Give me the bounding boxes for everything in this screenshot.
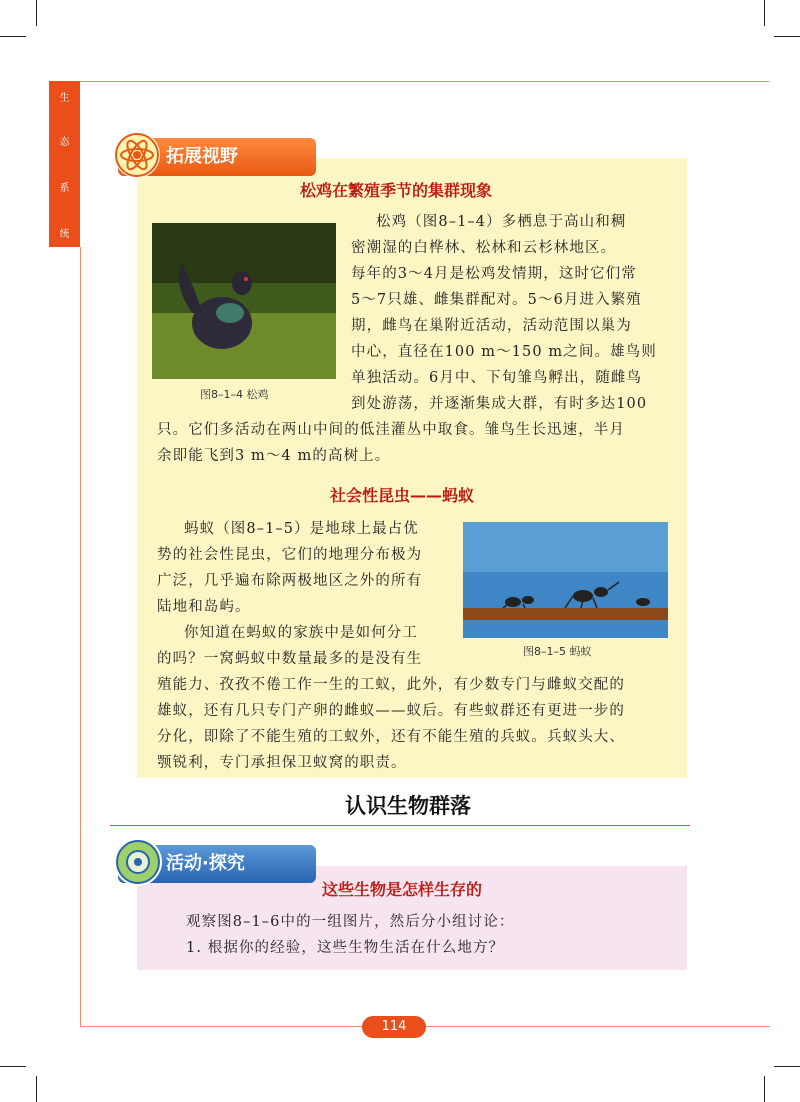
text-line: 殖能力、孜孜不倦工作一生的工蚁，此外，有少数专门与雌蚁交配的 (157, 677, 625, 693)
crop-mark (36, 0, 37, 26)
section-title: 认识生物群落 (345, 794, 471, 818)
chapter-tab-char: 态 (59, 137, 70, 148)
page-number: 114 (362, 1016, 426, 1038)
text-line: 每年的3～4月是松鸡发情期，这时它们常 (351, 266, 637, 282)
crop-mark (764, 1076, 765, 1102)
text-line: 广泛，几乎遍布除两极地区之外的所有 (157, 573, 423, 589)
activity-badge: 活动·探究 (118, 845, 316, 883)
atom-icon (112, 130, 162, 180)
text-line: 你知道在蚂蚁的家族中是如何分工 (184, 625, 418, 641)
text-line: 1. 根据你的经验，这些生物生活在什么地方？ (186, 940, 505, 956)
text-line: 中心，直径在100 m～150 m之间。雄鸟则 (351, 344, 657, 360)
text-line: 5～7只雄、雌集群配对。5～6月进入繁殖 (351, 292, 642, 308)
crop-mark (774, 36, 800, 37)
crop-mark (774, 1066, 800, 1067)
chapter-tab-char: 系 (59, 183, 70, 194)
crop-mark (764, 0, 765, 26)
text-line: 分化，即除了不能生殖的工蚁外，还有不能生殖的兵蚁。兵蚁头大、 (157, 729, 625, 745)
article-title-grouse: 松鸡在繁殖季节的集群现象 (300, 181, 493, 200)
text-line: 雄蚁，还有几只专门产卵的雌蚁——蚁后。有些蚁群还有更进一步的 (157, 703, 625, 719)
chapter-tab (49, 81, 80, 247)
text-line: 颚锐利，专门承担保卫蚁窝的职责。 (157, 755, 407, 771)
top-rule (80, 81, 769, 82)
extension-badge: 拓展视野 (118, 138, 316, 176)
activity-icon (112, 836, 164, 888)
text-line: 陆地和岛屿。 (157, 599, 251, 615)
ant-caption: 图8–1–5 蚂蚁 (523, 645, 592, 658)
grouse-photo (152, 223, 336, 379)
section-rule (110, 825, 690, 826)
text-line: 单独活动。6月中、下旬雏鸟孵出，随雌鸟 (351, 370, 643, 386)
text-line: 势的社会性昆虫，它们的地理分布极为 (157, 547, 423, 563)
grouse-caption: 图8–1–4 松鸡 (200, 388, 269, 401)
text-line: 只。它们多活动在两山中间的低洼灌丛中取食。雏鸟生长迅速，半月 (157, 422, 625, 438)
text-line: 松鸡（图8–1–4）多栖息于高山和稠 (376, 214, 627, 230)
ant-photo (463, 522, 668, 638)
article-title-ants: 社会性昆虫——蚂蚁 (330, 486, 475, 505)
crop-mark (0, 36, 26, 37)
text-line: 观察图8–1–6中的一组图片，然后分小组讨论： (186, 914, 515, 930)
left-rule (80, 247, 81, 1027)
chapter-tab-char: 生 (59, 93, 70, 104)
crop-mark (0, 1066, 26, 1067)
activity-title: 这些生物是怎样生存的 (322, 880, 483, 899)
chapter-tab-char: 统 (59, 229, 70, 240)
text-line: 余即能飞到3 m～4 m的高树上。 (157, 448, 391, 464)
text-line: 的吗？一窝蚂蚁中数量最多的是没有生 (157, 651, 423, 667)
text-line: 蚂蚁（图8–1–5）是地球上最占优 (184, 521, 419, 537)
text-line: 密潮湿的白桦林、松林和云杉林地区。 (351, 240, 617, 256)
text-line: 到处游荡，并逐渐集成大群，有时多达100 (351, 396, 648, 412)
text-line: 期，雌鸟在巢附近活动，活动范围以巢为 (351, 318, 632, 334)
crop-mark (36, 1076, 37, 1102)
